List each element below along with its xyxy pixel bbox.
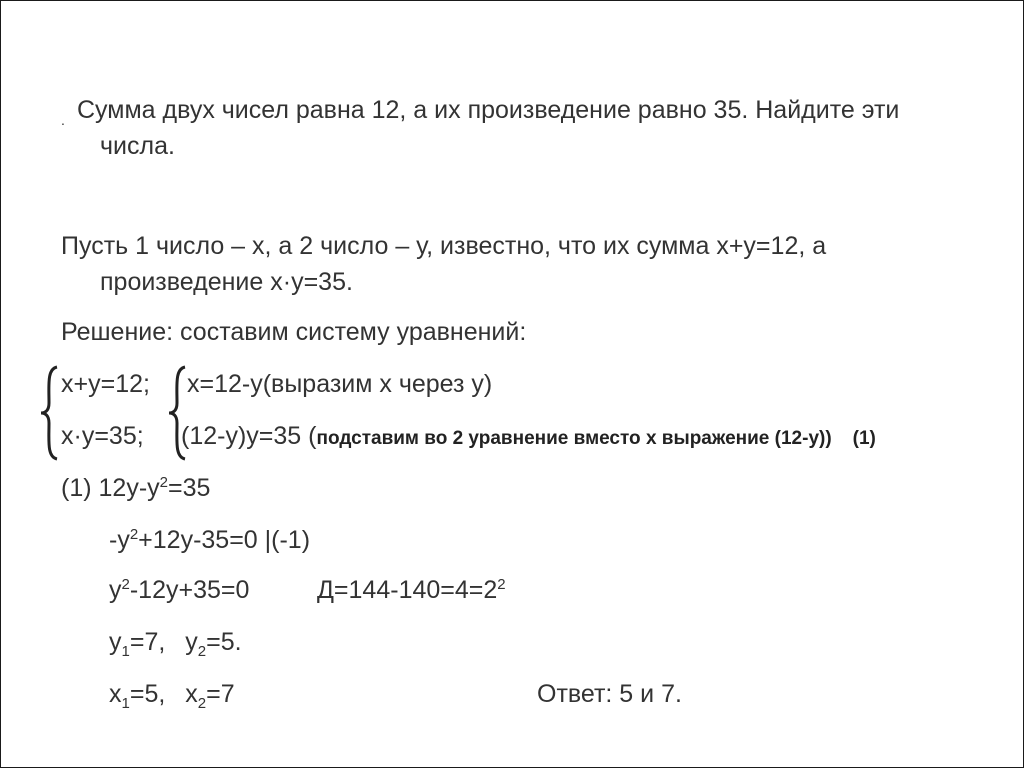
x2-val: =7: [206, 680, 235, 708]
x2-var: х: [185, 680, 198, 708]
problem-line-2: числа.: [100, 132, 175, 160]
setup-line-2: произведение х·у=35.: [100, 268, 353, 296]
x2-sub: 2: [197, 695, 207, 712]
y1-sub: 1: [121, 643, 130, 660]
system-right-eq-1: х=12-у(выразим х через у): [187, 370, 493, 398]
step-1-expr: [99, 474, 211, 502]
answer: Ответ: 5 и 7.: [537, 680, 682, 708]
x1-sub: 1: [121, 695, 130, 712]
step-3: [109, 575, 249, 609]
problem-bullet: .: [61, 112, 65, 128]
step-2: [109, 525, 310, 559]
y2-sub: 2: [197, 643, 207, 660]
step-1-exp: 2: [159, 474, 168, 491]
step-1-expr-b: =35: [168, 474, 211, 502]
x1-var: х: [109, 680, 122, 708]
substitution-note: подставим во 2 уравнение вместо х выражение (12-у)): [316, 428, 832, 449]
step-2-a: -у: [109, 526, 130, 554]
left-brace: [39, 365, 61, 461]
step-3-exp: 2: [121, 576, 130, 593]
system-right-eq-2-paren: (: [308, 422, 317, 450]
discriminant-exp: 2: [497, 576, 506, 593]
y-roots: [109, 627, 242, 661]
step-1-expr-a: 12у-у: [98, 474, 160, 502]
discriminant: [317, 575, 506, 609]
system-right-eq-2-main: (12-у)у=35: [181, 422, 302, 450]
system-right-eq-2: [181, 421, 876, 454]
system-left-eq-2: х·у=35;: [61, 422, 144, 450]
step-1: [61, 473, 210, 507]
equation-ref: (1): [852, 428, 876, 449]
step-2-exp: 2: [129, 526, 139, 543]
system-left-eq-1: х+у=12;: [61, 370, 150, 398]
y1-val: =7,: [129, 628, 166, 656]
y2-val: =5.: [206, 628, 242, 656]
solution-heading: Решение: составим систему уравнений:: [61, 318, 527, 346]
step-3-b: -12у+35=0: [129, 576, 250, 604]
x-roots: [109, 679, 235, 713]
step-3-a: у: [109, 576, 122, 604]
step-1-label: (1): [61, 474, 92, 502]
discriminant-a: Д=144-140=4=2: [317, 576, 498, 604]
problem-line-1: Сумма двух чисел равна 12, а их произведение равно 35. Найдите эти: [77, 96, 900, 124]
step-2-b: +12у-35=0 |(-1): [138, 526, 311, 554]
y2-var: у: [185, 628, 198, 656]
y1-var: у: [109, 628, 122, 656]
x1-val: =5,: [129, 680, 166, 708]
setup-line-1: Пусть 1 число – х, а 2 число – у, известно, что их сумма х+у=12, а: [61, 232, 827, 260]
